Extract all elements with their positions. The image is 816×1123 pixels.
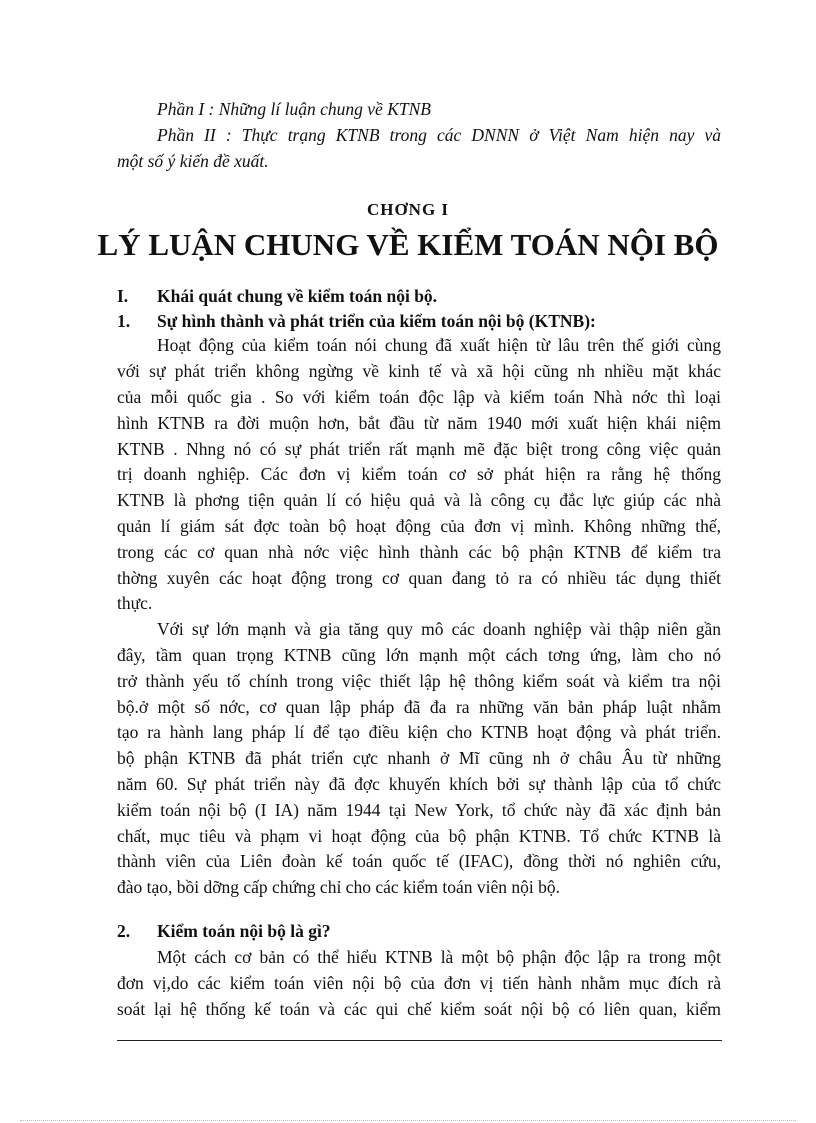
paragraph1-line: KTNB là phơng tiện quản lí có hiệu quả và là công cụ đắc lực giúp các nhà: [117, 490, 721, 510]
paragraph1-line: quản lí giám sát đợc toàn bộ hoạt động của đơn vị mình. Không những thế,: [117, 516, 721, 536]
paragraph1-line: với sự phát triển không ngừng về kinh tế và xã hội cũng nh nhiều mặt khác: [117, 361, 721, 381]
paragraph1-line: trị doanh nghiệp. Các đơn vị kiểm toán cơ sở phát hiện ra rằng hệ thống: [117, 464, 721, 484]
chapter-label: CHƠNG I: [366, 200, 450, 219]
paragraph2-line: chất, mục tiêu và phạm vi hoạt động của bộ phận KTNB. Tổ chức KTNB là: [117, 826, 721, 846]
section-heading-1-number: I.: [117, 286, 129, 306]
paragraph1-line: KTNB . Nhng nó có sự phát triển rất mạnh mẽ đặc biệt trong công việc quản: [117, 439, 721, 459]
paragraph2-line: đào tạo, bồi dỡng cấp chứng chỉ cho các kiểm toán viên nội bộ.: [117, 877, 560, 897]
paragraph2-line: đây, tầm quan trọng KTNB cũng lớn mạnh một cách tơng ứng, làm cho nó: [117, 645, 721, 665]
subsection-heading-1-text: Sự hình thành và phát triển của kiểm toán nội bộ (KTNB):: [157, 311, 596, 331]
subsection-heading-2-number: 2.: [117, 921, 131, 941]
intro-part2-line2: một số ý kiến đề xuất.: [117, 151, 269, 171]
paragraph2-line: Với sự lớn mạnh và gia tăng quy mô các doanh nghiệp vài thập niên gần: [157, 619, 721, 639]
section-heading-1-text: Khái quát chung về kiểm toán nội bộ.: [157, 286, 438, 306]
paragraph1-line: hình KTNB ra đời muộn hơn, bắt đầu từ năm 1940 mới xuất hiện khái niệm: [117, 413, 721, 433]
footer-divider: [117, 1040, 722, 1041]
paragraph3-line: đơn vị,do các kiểm toán viên nội bộ của đơn vị tiến hành nhằm mục đích rà: [117, 973, 721, 993]
paragraph1-line: thực.: [117, 593, 153, 613]
paragraph2-line: tạo ra hành lang pháp lí để tạo điều kiện cho KTNB hoạt động và phát triển.: [117, 722, 721, 742]
subsection-heading-1-number: 1.: [117, 311, 131, 331]
paragraph2-line: bộ phận KTNB đã phát triển cực nhanh ở Mĩ cũng nh ở châu Âu từ những: [117, 748, 721, 768]
subsection-heading-2-text: Kiểm toán nội bộ là gì?: [157, 921, 331, 941]
paragraph1-line: trong các cơ quan nhà nớc việc hình thành các bộ phận KTNB để kiểm tra: [117, 542, 721, 562]
page-bottom-border: [20, 1120, 796, 1121]
paragraph2-line: trở thành yếu tố chính trong việc thiết lập hệ thông kiểm soát và kiểm tra nội: [117, 671, 721, 691]
intro-part1: Phần I : Những lí luận chung về KTNB: [157, 99, 431, 119]
paragraph2-line: bộ.ở một số nớc, cơ quan lập pháp đã đa ra những văn bản pháp luật nhằm: [117, 697, 721, 717]
intro-part2-line1: Phần II : Thực trạng KTNB trong các DNNN ở Việt Nam hiện nay và: [157, 125, 721, 145]
paragraph2-line: thành viên của Liên đoàn kế toán quốc tế (IFAC), đồng thời nó nghiên cứu,: [117, 851, 721, 871]
paragraph2-line: năm 60. Sự phát triển này đã đợc khuyến khích bởi sự thành lập của tổ chức: [117, 774, 721, 794]
chapter-title: LÝ LUẬN CHUNG VỀ KIỂM TOÁN NỘI BỘ: [97, 227, 719, 262]
paragraph1-line: thờng xuyên các hoạt động trong cơ quan đang tỏ ra có nhiều tác dụng thiết: [117, 568, 721, 588]
paragraph3-line: Một cách cơ bản có thể hiểu KTNB là một bộ phận độc lập ra trong một: [157, 947, 721, 967]
paragraph2-line: kiểm toán nội bộ (I IA) năm 1944 tại New York, tổ chức này đã xác định bản: [117, 800, 721, 820]
paragraph1-line: Hoạt động của kiểm toán nói chung đã xuất hiện từ lâu trên thế giới cùng: [157, 335, 721, 355]
paragraph3-line: soát lại hệ thống kế toán và các qui chế kiểm soát nội bộ có liên quan, kiểm: [117, 999, 721, 1019]
paragraph1-line: của mỗi quốc gia . So với kiểm toán độc lập và kiểm toán Nhà nớc thì loại: [117, 387, 721, 407]
